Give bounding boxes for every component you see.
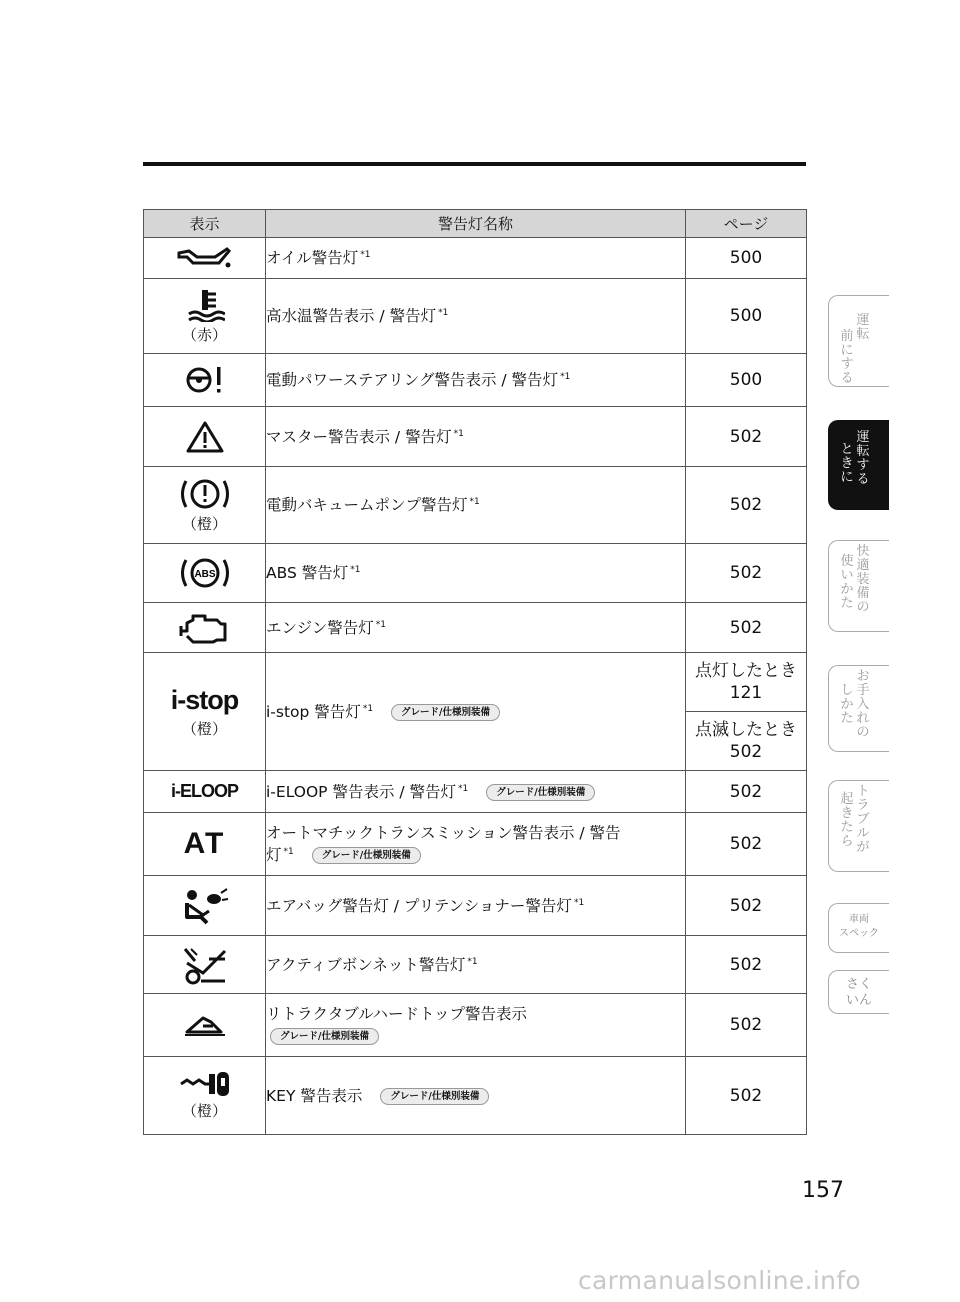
tab-label: しかた xyxy=(840,683,854,726)
footnote: *1 xyxy=(438,308,449,318)
footnote: *1 xyxy=(350,565,361,575)
footnote: *1 xyxy=(453,428,464,439)
abs-icon xyxy=(144,544,266,603)
row-name: 高水温警告表示 / 警告灯 xyxy=(266,307,437,325)
footnote: *1 xyxy=(283,847,294,857)
table-row xyxy=(144,407,807,467)
tab-label: 前にする xyxy=(840,329,854,386)
header-display: 表示 xyxy=(144,210,266,238)
row-page: 500 xyxy=(686,279,807,354)
row-page: 502 xyxy=(686,1057,807,1135)
row-page: 502 xyxy=(686,467,807,544)
page-on: 121 xyxy=(729,683,763,703)
icon-caption: （橙） xyxy=(181,1102,227,1120)
row-name: エンジン警告灯 xyxy=(266,618,374,637)
oil-pressure-icon xyxy=(144,238,266,279)
table-row xyxy=(144,279,807,354)
row-page: 502 xyxy=(686,936,807,994)
table-row xyxy=(144,771,807,813)
row-name-cont: 灯 xyxy=(266,846,282,864)
row-name: i-stop 警告灯 xyxy=(266,702,361,721)
tab-before-driving[interactable] xyxy=(828,295,889,387)
table-row xyxy=(144,1057,807,1135)
header-name: 警告灯名称 xyxy=(266,210,686,238)
engine-icon xyxy=(144,603,266,653)
row-page: 502 xyxy=(686,813,807,876)
retractable-hardtop-icon xyxy=(144,994,266,1057)
table-row xyxy=(144,876,807,936)
tab-while-driving[interactable] xyxy=(828,420,889,510)
row-name: オイル警告灯 xyxy=(266,249,359,267)
row-name: ABS 警告灯 xyxy=(266,564,349,582)
icon-caption: （赤） xyxy=(181,325,227,344)
tab-specifications[interactable] xyxy=(828,903,889,953)
table-row xyxy=(144,936,807,994)
warning-light-table xyxy=(143,209,807,1135)
at-icon xyxy=(144,813,266,876)
tab-label: トラブルが xyxy=(856,784,870,855)
header-rule xyxy=(143,162,806,166)
table-row xyxy=(144,467,807,544)
page-on-label: 点灯したとき xyxy=(695,661,797,681)
coolant-temp-icon xyxy=(144,279,266,354)
tab-label: 使いかた xyxy=(840,554,854,611)
tab-label: 起きたら xyxy=(840,792,854,849)
tab-label: 快適装備の xyxy=(856,544,870,615)
master-warning-icon xyxy=(144,407,266,467)
row-page: 502 xyxy=(686,994,807,1057)
tab-comfort-features[interactable] xyxy=(828,540,889,632)
table-row xyxy=(144,354,807,407)
footnote: *1 xyxy=(469,497,480,507)
vacuum-pump-icon xyxy=(144,467,266,544)
tab-label: お手入れの xyxy=(856,669,870,740)
footnote: *1 xyxy=(375,619,386,630)
row-page: 502 xyxy=(686,544,807,603)
footnote: *1 xyxy=(467,956,478,967)
footnote: *1 xyxy=(573,897,585,908)
page-blink-label: 点滅したとき xyxy=(695,720,797,740)
table-row xyxy=(144,813,807,876)
row-page: 500 xyxy=(686,238,807,279)
row-name: アクティブボンネット警告灯 xyxy=(266,955,466,974)
grade-badge: グレード/仕様別装備 xyxy=(270,1028,379,1045)
tab-label: 車両 xyxy=(849,914,869,925)
tab-label: さく xyxy=(845,977,872,992)
row-name: マスター警告表示 / 警告灯 xyxy=(266,427,452,446)
power-steering-icon xyxy=(144,354,266,407)
row-page: 502 xyxy=(686,603,807,653)
table-row xyxy=(144,653,807,712)
active-bonnet-icon xyxy=(144,936,266,994)
table-header xyxy=(144,210,807,238)
footnote: *1 xyxy=(362,703,374,714)
i-eloop-icon-text: i-ELOOP xyxy=(170,781,238,801)
tab-label: いん xyxy=(845,993,872,1008)
page-number: 157 xyxy=(802,1178,844,1203)
i-stop-icon-text: i-stop xyxy=(170,684,239,715)
table-row xyxy=(144,544,807,603)
header-page: ページ xyxy=(686,210,807,238)
row-name: 電動バキュームポンプ警告灯 xyxy=(266,496,468,514)
tab-label: 運転する xyxy=(856,430,870,487)
row-page: 502 xyxy=(686,771,807,813)
key-icon xyxy=(144,1057,266,1135)
watermark: carmanualsonline.info xyxy=(578,1266,861,1295)
airbag-icon xyxy=(144,876,266,936)
row-name: i-ELOOP 警告表示 / 警告灯 xyxy=(266,782,457,801)
i-eloop-icon xyxy=(144,771,266,813)
tab-label: ときに xyxy=(840,442,854,485)
grade-badge: グレード/仕様別装備 xyxy=(380,1088,489,1105)
row-name: KEY 警告表示 xyxy=(266,1086,363,1105)
tab-troubleshooting[interactable] xyxy=(828,780,889,872)
tab-maintenance[interactable] xyxy=(828,665,889,752)
table-row xyxy=(144,603,807,653)
icon-caption: （橙） xyxy=(181,514,227,533)
row-name: エアバッグ警告灯 / プリテンショナー警告灯 xyxy=(266,896,572,915)
table-row xyxy=(144,238,807,279)
footnote: *1 xyxy=(360,250,371,260)
abs-icon-text: ABS xyxy=(193,569,216,580)
row-name: リトラクタブルハードトップ警告表示 xyxy=(266,1005,528,1023)
row-page: 500 xyxy=(686,354,807,407)
grade-badge: グレード/仕様別装備 xyxy=(391,704,500,721)
row-page: 502 xyxy=(686,407,807,467)
table-row xyxy=(144,994,807,1057)
i-stop-icon xyxy=(144,653,266,771)
grade-badge: グレード/仕様別装備 xyxy=(486,784,595,801)
page-blink: 502 xyxy=(729,742,763,762)
icon-caption: （橙） xyxy=(181,719,227,738)
footnote: *1 xyxy=(560,372,571,382)
row-name: 電動パワーステアリング警告表示 / 警告灯 xyxy=(266,371,559,389)
tab-label: スペック xyxy=(839,928,879,939)
tab-label: 運転 xyxy=(856,313,870,342)
row-name: オートマチックトランスミッション警告表示 / 警告 xyxy=(266,824,621,842)
footnote: *1 xyxy=(458,783,469,794)
tab-index[interactable] xyxy=(828,970,889,1014)
row-page: 502 xyxy=(686,876,807,936)
grade-badge: グレード/仕様別装備 xyxy=(312,847,421,864)
at-icon-text: AT xyxy=(183,827,226,860)
